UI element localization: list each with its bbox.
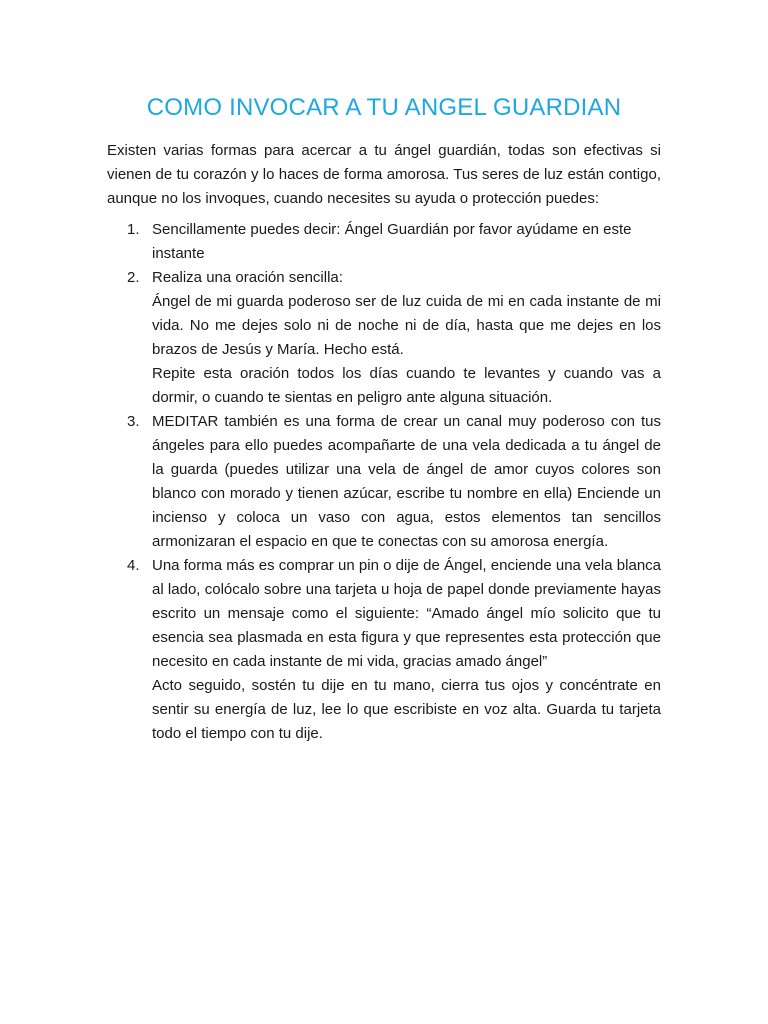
list-paragraph: Sencillamente puedes decir: Ángel Guardián por favor ayúdame en este instante <box>152 221 632 262</box>
list-paragraph: MEDITAR también es una forma de crear un canal muy poderoso con tus ángeles para ello puedes acompañarte de una vela dedicada a tu ángel de la guarda (puedes utilizar una vela de ángel de amor cuyos colores son blanco con morado y tienen azúcar, escribe tu nombre en ella) Enciende un incienso y coloca un vaso con agua, estos elementos tan sencillos armonizaran el espacio en que te conectas con su amorosa energía. <box>152 413 661 550</box>
list-item <box>107 554 661 746</box>
list-number: 4. <box>127 557 140 574</box>
list-number: 1. <box>127 221 140 238</box>
intro-paragraph: Existen varias formas para acercar a tu ángel guardián, todas son efectivas si vienen de tu corazón y lo haces de forma amorosa. Tus seres de luz están contigo, aunque no los invoques, cuando necesites su ayuda o protección puedes: <box>107 142 661 207</box>
list-item <box>107 410 661 554</box>
list-paragraph: Una forma más es comprar un pin o dije de Ángel, enciende una vela blanca al lado, colócalo sobre una tarjeta u hoja de papel donde previamente hayas escrito un mensaje como el siguiente: “Amado ángel mío solicito que tu esencia sea plasmada en esta figura y que representes esta protección que necesito en cada instante de mi vida, gracias amado ángel” <box>152 557 661 670</box>
document-title: COMO INVOCAR A TU ANGEL GUARDIAN <box>146 94 622 121</box>
prayer-paragraph: Ángel de mi guarda poderoso ser de luz cuida de mi en cada instante de mi vida. No me dejes solo ni de noche ni de día, hasta que me dejes en los brazos de Jesús y María. Hecho está. <box>152 293 661 358</box>
list-paragraph: Acto seguido, sostén tu dije en tu mano, cierra tus ojos y concéntrate en sentir su energía de luz, lee lo que escribiste en voz alta. Guarda tu tarjeta todo el tiempo con tu dije. <box>152 677 661 742</box>
steps-list <box>107 218 661 746</box>
list-item <box>107 266 661 410</box>
list-paragraph: Realiza una oración sencilla: <box>152 269 343 286</box>
list-item <box>107 218 661 266</box>
document-body <box>107 139 661 746</box>
list-paragraph: Repite esta oración todos los días cuando te levantes y cuando vas a dormir, o cuando te sientas en peligro ante alguna situación. <box>152 365 661 406</box>
list-number: 2. <box>127 269 140 286</box>
list-number: 3. <box>127 413 140 430</box>
